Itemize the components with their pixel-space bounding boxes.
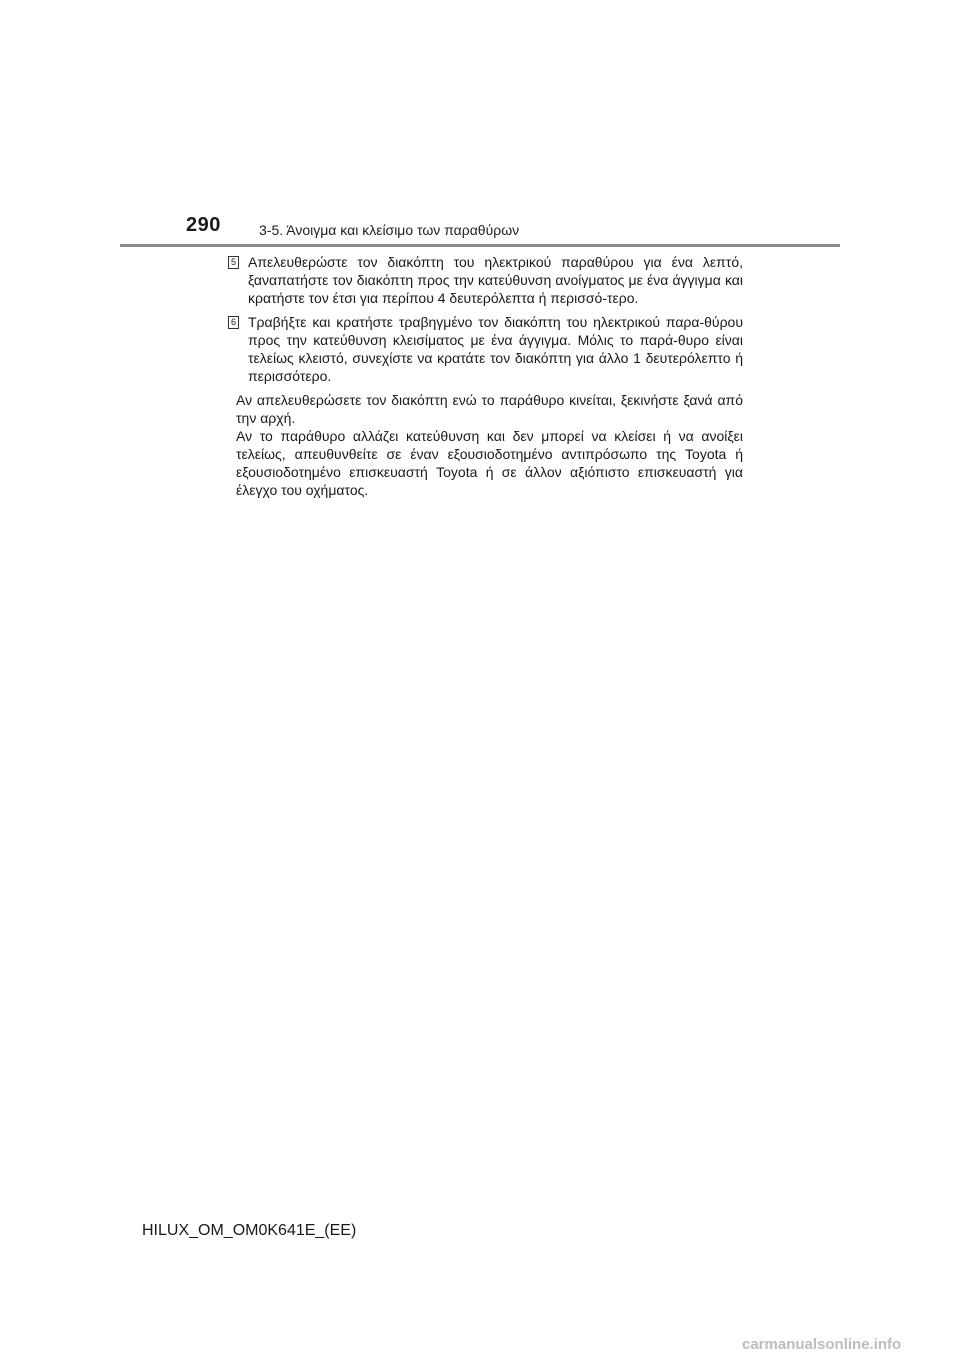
step-6: [228, 313, 743, 385]
step-text: Απελευθερώστε τον διακόπτη του ηλεκτρικού παραθύρου για ένα λεπτό, ξαναπατήστε τον διακόπτη προς την κατεύθυνση ανοίγματος με ένα άγγιγμα και κρατήστε τον έτσι για περίπου 4 δευτερόλεπτα ή περισσό-τερο.: [248, 254, 743, 306]
step-number-badge: 5: [228, 256, 239, 269]
footer-doc-code: HILUX_OM_OM0K641E_(EE): [142, 1222, 357, 1239]
section-title: 3-5. Άνοιγμα και κλείσιμο των παραθύρων: [259, 222, 520, 238]
note-text: Αν απελευθερώσετε τον διακόπτη ενώ το παράθυρο κινείται, ξεκινήστε ξανά από την αρχή.: [236, 392, 743, 426]
watermark-link[interactable]: carmanualsonline.info: [742, 1336, 902, 1353]
note-text: Αν το παράθυρο αλλάζει κατεύθυνση και δεν μπορεί να κλείσει ή να ανοίξει τελείως, απευθυνθείτε σε έναν εξουσιοδοτημένο αντιπρόσωπο της Toyota ή εξουσιοδοτημένο επισκευαστή Toyota ή σε άλλον αξιόπιστο επισκευαστή για έλεγχο του οχήματος.: [236, 428, 743, 498]
content: [228, 253, 743, 499]
step-text: Τραβήξτε και κρατήστε τραβηγμένο τον διακόπτη του ηλεκτρικού παρα-θύρου προς την κατεύθυνση κλεισίματος με ένα άγγιγμα. Μόλις το παρά-θυρο είναι τελείως κλειστό, συνεχίστε να κρατάτε τον διακόπτη για άλλο 1 δευτερόλεπτο ή περισσότερο.: [248, 314, 743, 384]
header-rule: [120, 244, 840, 247]
step-5: [228, 253, 743, 307]
page-number: 290: [186, 214, 221, 236]
step-number-badge: 6: [228, 316, 239, 329]
note-restart: [228, 391, 743, 427]
note-dealer: [228, 427, 743, 499]
